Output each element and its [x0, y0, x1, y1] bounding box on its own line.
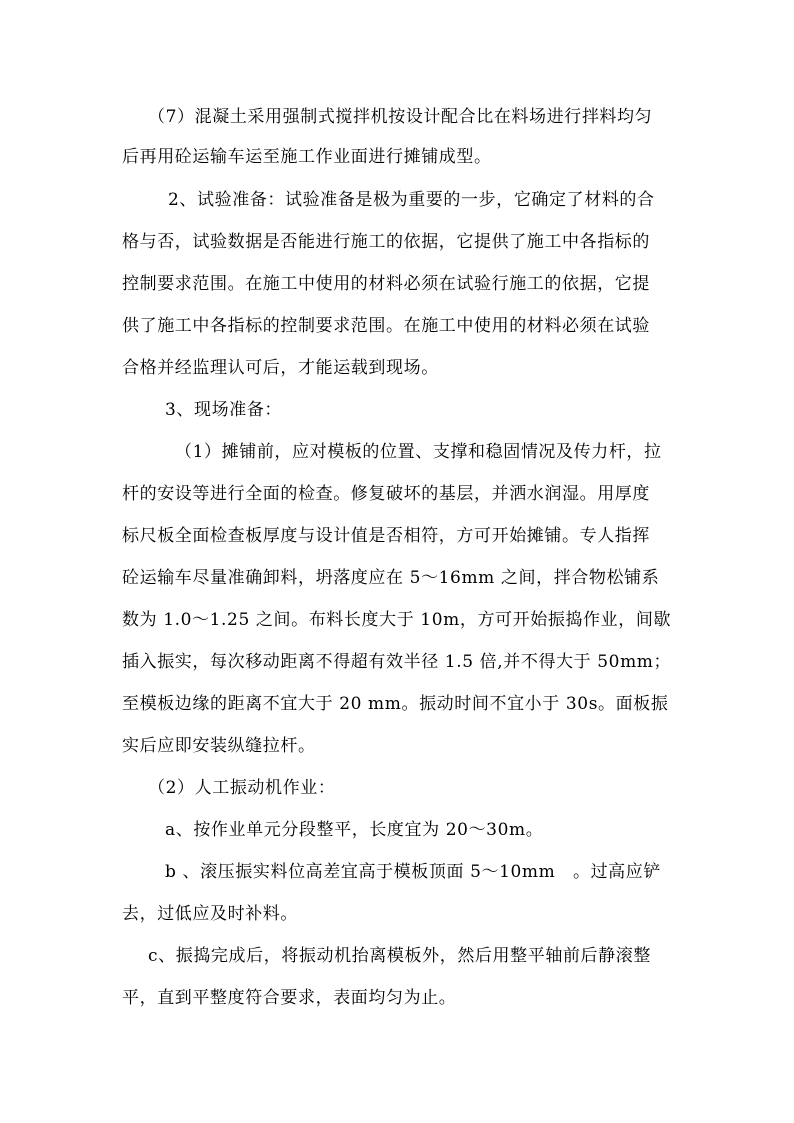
- text-line: （1）摊铺前，应对模板的位置、支撑和稳固情况及传力杆，拉: [175, 442, 662, 462]
- text-line: 杆的安设等进行全面的检查。修复破坏的基层，并洒水润湿。用厚度: [122, 484, 650, 504]
- text-line: 实后应即安装纵缝拉杆。: [122, 736, 316, 756]
- text-line: 平，直到平整度符合要求，表面均匀为止。: [122, 988, 457, 1008]
- text-line: （7）混凝土采用强制式搅拌机按设计配合比在料场进行拌料均匀: [148, 107, 653, 127]
- text-line: 至模板边缘的距离不宜大于 20 mm。振动时间不宜小于 30s。面板振: [122, 694, 669, 714]
- text-line: c、振捣完成后，将振动机抬离模板外，然后用整平轴前后静滚整: [148, 946, 651, 966]
- text-line: 后再用砼运输车运至施工作业面进行摊铺成型。: [122, 147, 492, 167]
- text-line: 插入振实，每次移动距离不得超有效半径 1.5 倍,并不得大于 50mm；: [122, 652, 672, 672]
- text-line: a、按作业单元分段整平，长度宜为 20～30m。: [165, 820, 544, 840]
- text-line: 标尺板全面检查板厚度与设计值是否相符，方可开始摊铺。专人指挥: [122, 526, 650, 546]
- text-line: 合格并经监理认可后，才能运载到现场。: [122, 358, 439, 378]
- text-line: 3、现场准备：: [165, 400, 283, 420]
- text-line: 去，过低应及时补料。: [122, 904, 298, 924]
- text-line: 格与否，试验数据是否能进行施工的依据，它提供了施工中各指标的: [122, 232, 650, 252]
- text-line: （2）人工振动机作业：: [148, 778, 336, 798]
- text-line: 数为 1.0～1.25 之间。布料长度大于 10m，方可开始振捣作业，间歇: [122, 610, 672, 630]
- text-line: 供了施工中各指标的控制要求范围。在施工中使用的材料必须在试验: [122, 316, 650, 336]
- text-line: 控制要求范围。在施工中使用的材料必须在试验行施工的依据，它提: [122, 274, 650, 294]
- text-line: 2、试验准备：试验准备是极为重要的一步，它确定了材料的合: [168, 190, 655, 210]
- text-line: 砼运输车尽量准确卸料，坍落度应在 5～16mm 之间，拌合物松铺系: [122, 568, 660, 588]
- text-line: b 、滚压振实料位高差宜高于模板顶面 5～10mm 。过高应铲: [165, 862, 661, 882]
